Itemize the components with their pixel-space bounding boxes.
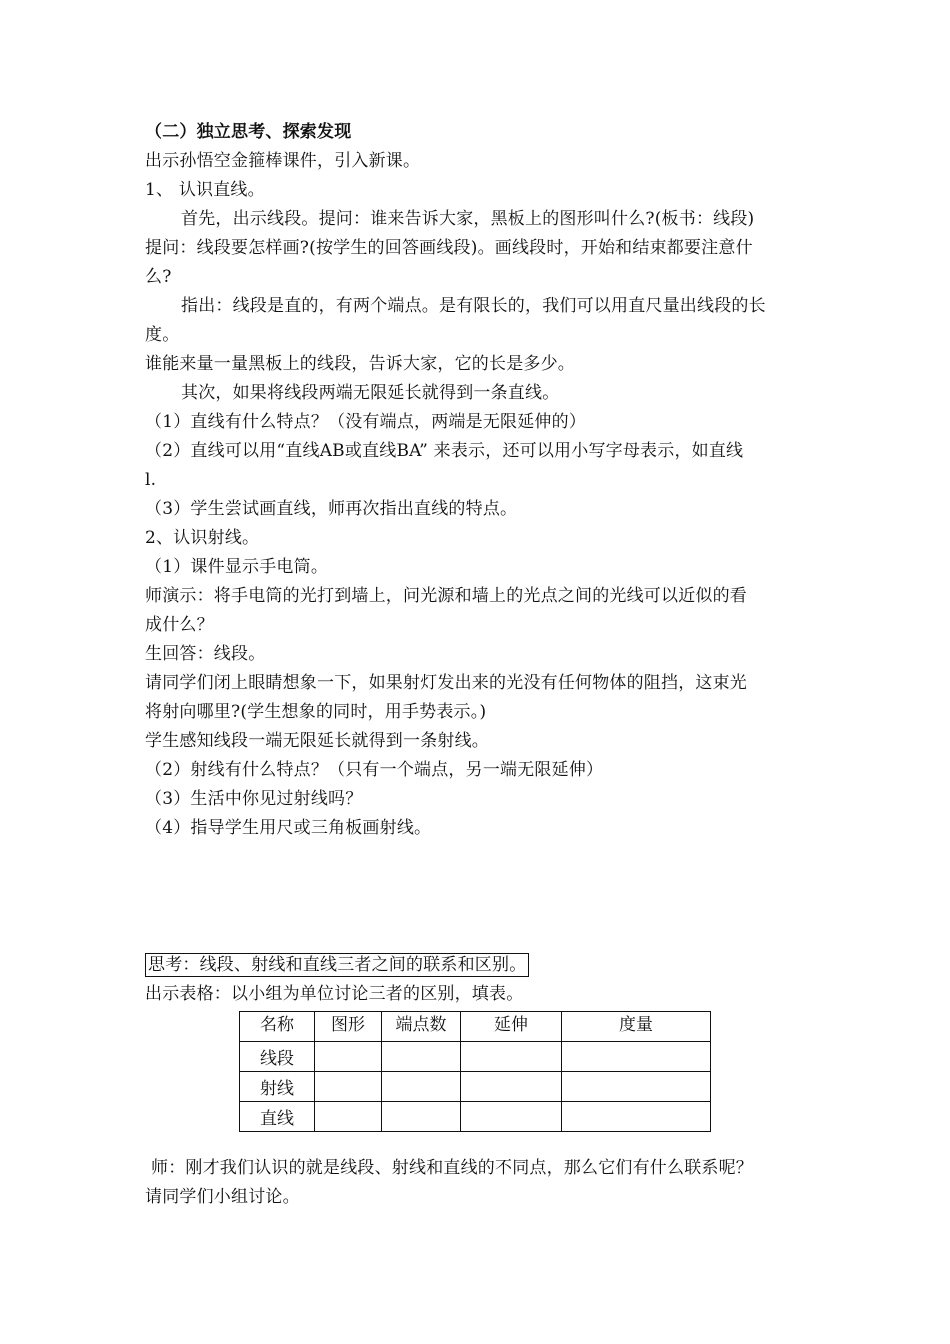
table-header-row: [240, 1012, 711, 1042]
table-cell: [562, 1042, 711, 1072]
closing-line: 师：刚才我们认识的就是线段、射线和直线的不同点，那么它们有什么联系呢？: [151, 1158, 753, 1178]
paragraph-line: 指出：线段是直的，有两个端点。是有限长的，我们可以用直尺量出线段的长: [181, 296, 766, 316]
paragraph-line: 师演示：将手电筒的光打到墙上，问光源和墙上的光点之间的光线可以近似的看: [145, 586, 747, 606]
blank-space: [145, 1132, 810, 1154]
think-box-line: [145, 951, 810, 980]
paragraph-line: 出示孙悟空金箍棒课件，引入新课。: [145, 151, 421, 171]
paragraph-line: （3）生活中你见过射线吗？: [145, 789, 363, 809]
paragraph-line: 其次，如果将线段两端无限延长就得到一条直线。: [181, 383, 560, 403]
table-cell: 射线: [240, 1072, 315, 1102]
paragraph-line: 2、认识射线。: [145, 528, 260, 548]
paragraph-line: 学生感知线段一端无限延长就得到一条射线。: [145, 731, 489, 751]
table-cell: [382, 1042, 461, 1072]
blank-space: [145, 843, 810, 951]
paragraph-line: （1）课件显示手电筒。: [145, 557, 329, 577]
paragraph-line: （2）射线有什么特点？（只有一个端点，另一端无限延伸）: [145, 760, 604, 780]
table-cell: 直线: [240, 1102, 315, 1132]
paragraph-line: l.: [145, 470, 157, 490]
paragraph-line: 么?: [145, 267, 172, 287]
table-header-cell: 延伸: [461, 1012, 562, 1042]
table-cell: [562, 1102, 711, 1132]
paragraph-line: 谁能来量一量黑板上的线段，告诉大家，它的长是多少。: [145, 354, 575, 374]
section-title: （二）独立思考、探索发现: [145, 122, 352, 142]
paragraph-line: （4）指导学生用尺或三角板画射线。: [145, 818, 432, 838]
paragraph-line: 1、 认识直线。: [145, 180, 265, 200]
table-header-cell: 图形: [315, 1012, 382, 1042]
lesson-page: [145, 118, 810, 1212]
table-cell: [461, 1102, 562, 1132]
table-cell: [382, 1102, 461, 1132]
paragraph-line: （2）直线可以用“直线AB或直线BA” 来表示，还可以用小写字母表示，如直线: [145, 441, 744, 461]
table-cell: [315, 1042, 382, 1072]
table-cell: [315, 1102, 382, 1132]
think-box: 思考：线段、射线和直线三者之间的联系和区别。: [145, 953, 529, 977]
comparison-table: [239, 1011, 711, 1132]
paragraph-line: 请同学们闭上眼睛想象一下，如果射灯发出来的光没有任何物体的阻挡，这束光: [145, 673, 747, 693]
paragraph-line: 度。: [145, 325, 180, 345]
table-intro: 出示表格：以小组为单位讨论三者的区别，填表。: [145, 984, 524, 1004]
closing-line: 请同学们小组讨论。: [145, 1187, 300, 1207]
table-header-cell: 名称: [240, 1012, 315, 1042]
table-header-cell: 端点数: [382, 1012, 461, 1042]
table-cell: [562, 1072, 711, 1102]
table-cell: [315, 1072, 382, 1102]
paragraph-line: 将射向哪里?(学生想象的同时，用手势表示。): [145, 702, 487, 722]
paragraph-line: 提问：线段要怎样画?(按学生的回答画线段)。画线段时，开始和结束都要注意什: [145, 238, 753, 258]
paragraph-line: 成什么？: [145, 615, 214, 635]
table-row: [240, 1072, 711, 1102]
table-cell: [461, 1072, 562, 1102]
table-row: [240, 1102, 711, 1132]
paragraph-line: （1）直线有什么特点？（没有端点，两端是无限延伸的）: [145, 412, 587, 432]
paragraph-line: （3）学生尝试画直线，师再次指出直线的特点。: [145, 499, 518, 519]
table-cell: 线段: [240, 1042, 315, 1072]
table-cell: [461, 1042, 562, 1072]
table-cell: [382, 1072, 461, 1102]
table-header-cell: 度量: [562, 1012, 711, 1042]
paragraph-line: 生回答：线段。: [145, 644, 266, 664]
paragraph-line: 首先，出示线段。提问：谁来告诉大家，黑板上的图形叫什么?(板书：线段): [181, 209, 755, 229]
table-row: [240, 1042, 711, 1072]
